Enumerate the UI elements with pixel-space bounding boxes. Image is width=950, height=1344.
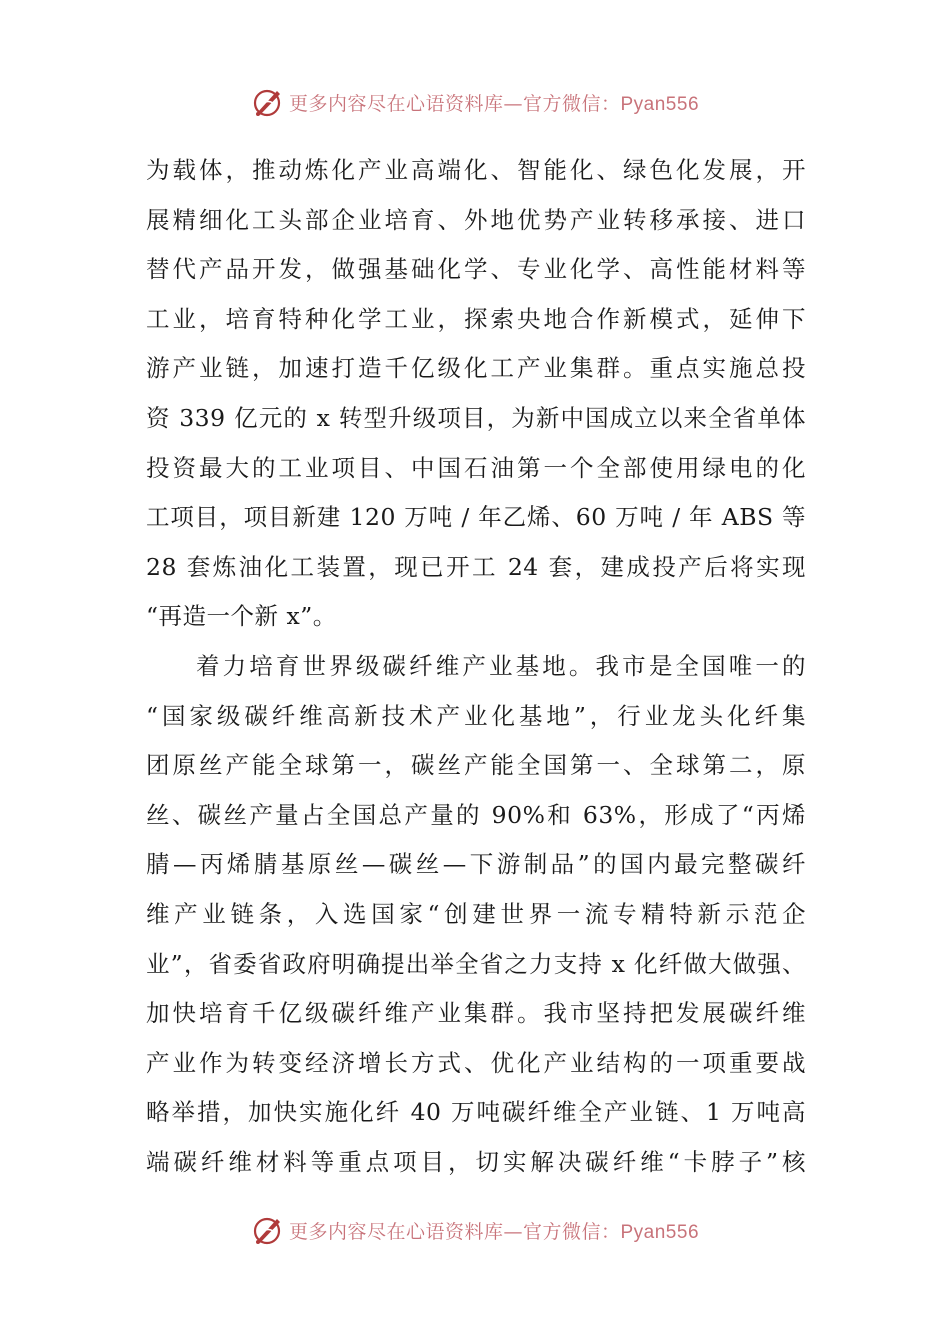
body-line: 丝、碳丝产量占全国总产量的 90%和 63%，形成了“丙烯	[146, 800, 806, 829]
body-line: 业”，省委省政府明确提出举全省之力支持 x 化纤做大做强、	[146, 949, 806, 978]
pen-circle-logo-icon	[251, 1213, 285, 1247]
footer-banner	[0, 1210, 950, 1250]
document-body	[146, 146, 806, 1187]
body-line: “再造一个新 x”。	[146, 602, 337, 631]
body-line: 替代产品开发，做强基础化学、专业化学、高性能材料等	[146, 255, 806, 284]
body-line: 资 339 亿元的 x 转型升级项目，为新中国成立以来全省单体	[146, 403, 806, 432]
body-line: 加快培育千亿级碳纤维产业集群。我市坚持把发展碳纤维	[146, 999, 806, 1028]
paragraph-start-line: 着力培育世界级碳纤维产业基地。我市是全国唯一的	[196, 651, 806, 680]
body-line: 端碳纤维材料等重点项目，切实解决碳纤维“卡脖子”核	[146, 1147, 806, 1176]
body-line: 28 套炼油化工装置，现已开工 24 套，建成投产后将实现	[146, 552, 806, 581]
body-line: 略举措，加快实施化纤 40 万吨碳纤维全产业链、1 万吨高	[146, 1098, 806, 1127]
body-line: 工业，培育特种化学工业，探索央地合作新模式，延伸下	[146, 304, 806, 333]
body-line: 游产业链，加速打造千亿级化工产业集群。重点实施总投	[146, 354, 806, 383]
header-wechat-id: Pyan556	[620, 93, 700, 115]
header-banner	[0, 82, 950, 122]
body-line: 展精细化工头部企业培育、外地优势产业转移承接、进口	[146, 205, 806, 234]
body-line: 投资最大的工业项目、中国石油第一个全部使用绿电的化	[146, 453, 806, 482]
body-line: 维产业链条，入选国家“创建世界一流专精特新示范企	[146, 899, 806, 928]
footer-banner-text: 更多内容尽在心语资料库—官方微信：Pyan556	[288, 1220, 700, 1243]
body-line: “国家级碳纤维高新技术产业化基地”，行业龙头化纤集	[146, 701, 806, 730]
body-line: 为载体，推动炼化产业高端化、智能化、绿色化发展，开	[146, 156, 806, 184]
body-line: 腈—丙烯腈基原丝—碳丝—下游制品”的国内最完整碳纤	[146, 850, 806, 879]
header-banner-text: 更多内容尽在心语资料库—官方微信：Pyan556	[288, 92, 700, 115]
footer-wechat-id: Pyan556	[620, 1221, 700, 1243]
body-line: 产业作为转变经济增长方式、优化产业结构的一项重要战	[146, 1048, 806, 1077]
pen-circle-logo-icon	[251, 85, 285, 119]
body-line: 工项目，项目新建 120 万吨 / 年乙烯、60 万吨 / 年 ABS 等	[146, 503, 806, 532]
body-line: 团原丝产能全球第一，碳丝产能全国第一、全球第二，原	[146, 751, 806, 780]
